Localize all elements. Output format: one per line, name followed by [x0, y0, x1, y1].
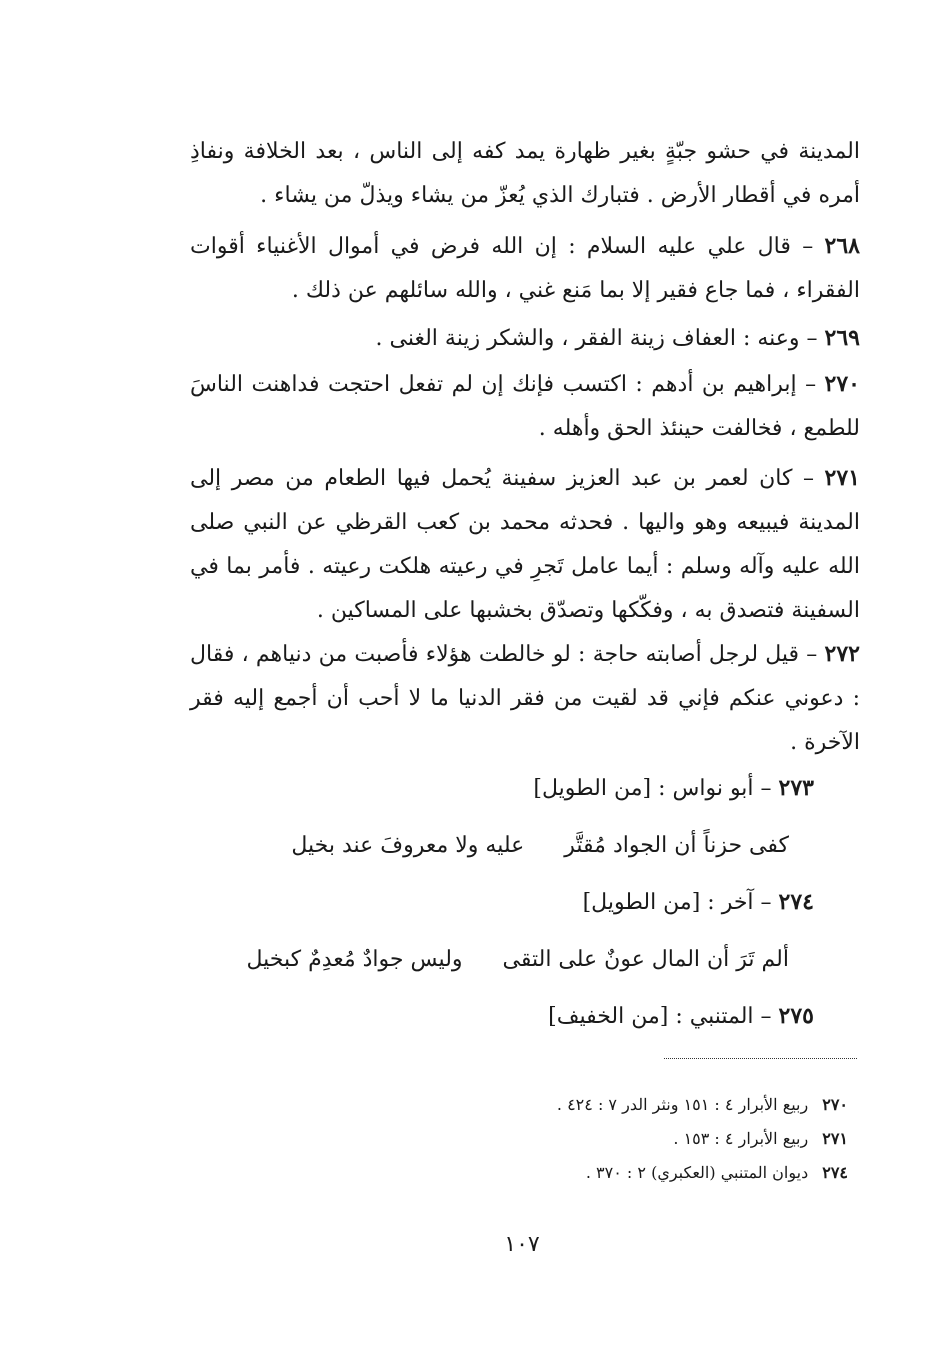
- footnote-number: ٢٧١: [822, 1129, 848, 1148]
- paragraph-text: المدينة في حشو جبّةٍ بغير ظهارة يمد كفه إلى الناس ، بعد الخلافة ونفاذِ أمره في أقطار الأرض . فتبارك الذي يُعزّ من يشاء ويذلّ من يشاء .: [190, 139, 860, 208]
- poem-heading-273: [533, 768, 814, 809]
- verse-273: [291, 826, 789, 866]
- entry-number: ٢٧٣: [778, 775, 814, 801]
- paragraph-271: [190, 456, 860, 633]
- page-number: ١٠٧: [504, 1232, 540, 1257]
- paragraph-269: [190, 316, 860, 361]
- footnote-divider: [664, 1058, 857, 1059]
- entry-number: ٢٦٩: [824, 325, 860, 351]
- footnote-text: ربيع الأبرار ٤ : ١٥٣ .: [673, 1129, 809, 1148]
- footnote-number: ٢٧٤: [822, 1163, 848, 1182]
- paragraph-text: – وعنه : العفاف زينة الفقر ، والشكر زينة الغنى .: [375, 326, 818, 351]
- entry-number: ٢٧٤: [778, 889, 814, 915]
- footnote-274: [586, 1160, 848, 1186]
- footnote-number: ٢٧٠: [822, 1095, 848, 1114]
- footnote-271: [673, 1126, 848, 1152]
- entry-number: ٢٧٥: [778, 1003, 814, 1029]
- entry-number: ٢٦٨: [824, 233, 860, 259]
- verse-second-hemistich: عليه ولا معروفَ عند بخيل: [291, 833, 525, 858]
- paragraph-text: – قيل لرجل أصابته حاجة : لو خالطت هؤلاء فأصبت من دنياهم ، فقال : دعوني عنكم فإني قد لقيت من فقر الدنيا ما لا أحب أن أجمع إليه فقر الآخرة .: [190, 642, 860, 755]
- poem-heading-275: [548, 996, 814, 1037]
- poem-attribution: – آخر : [من الطويل]: [582, 890, 772, 915]
- paragraph-270: [190, 362, 860, 451]
- footnote-text: ربيع الأبرار ٤ : ١٥١ ونثر الدر ٧ : ٤٢٤ .: [556, 1095, 809, 1114]
- poem-attribution: – أبو نواس : [من الطويل]: [533, 776, 772, 801]
- entry-number: ٢٧١: [824, 465, 860, 491]
- paragraph-text: – قال علي عليه السلام : إن الله فرض في أموال الأغنياء أقوات الفقراء ، فما جاع فقير إلا بما مَنع غني ، والله سائلهم عن ذلك .: [190, 234, 860, 303]
- footnote-text: ديوان المتنبي (العكبري) ٢ : ٣٧٠ .: [585, 1163, 809, 1182]
- paragraph-text: – كان لعمر بن عبد العزيز سفينة يُحمل فيها الطعام من مصر إلى المدينة فيبيعه وهو واليها . فحدثه محمد بن كعب القرظي عن النبي صلى الله عليه وآله وسلم : أيما عامل تَجرِ في رعيته هلكت رعيته . فأمر بما في السفينة فتصدق به ، وفكّكها وتصدّق بخشبها على المساكين .: [190, 466, 860, 623]
- entry-number: ٢٧٠: [824, 371, 860, 397]
- footnote-270: [557, 1092, 848, 1118]
- verse-second-hemistich: وليس جوادٌ مُعدِمٌ كبخيل: [246, 947, 463, 972]
- verse-274: [246, 940, 789, 980]
- paragraph-268: [190, 224, 860, 313]
- entry-number: ٢٧٢: [824, 641, 860, 667]
- paragraph-continuation: [190, 130, 860, 218]
- paragraph-text: – إبراهيم بن أدهم : اكتسب فإنك إن لم تفعل احتجت فداهنت الناسَ للطمع ، فخالفت حينئذ الحق وأهله .: [190, 372, 860, 441]
- paragraph-272: [190, 632, 860, 765]
- poem-heading-274: [583, 882, 814, 923]
- verse-first-hemistich: كفى حزناً أن الجواد مُقتَّر: [564, 833, 789, 858]
- poem-attribution: – المتنبي : [من الخفيف]: [548, 1004, 772, 1029]
- verse-first-hemistich: ألم تَرَ أن المال عونٌ على التقى: [502, 947, 789, 972]
